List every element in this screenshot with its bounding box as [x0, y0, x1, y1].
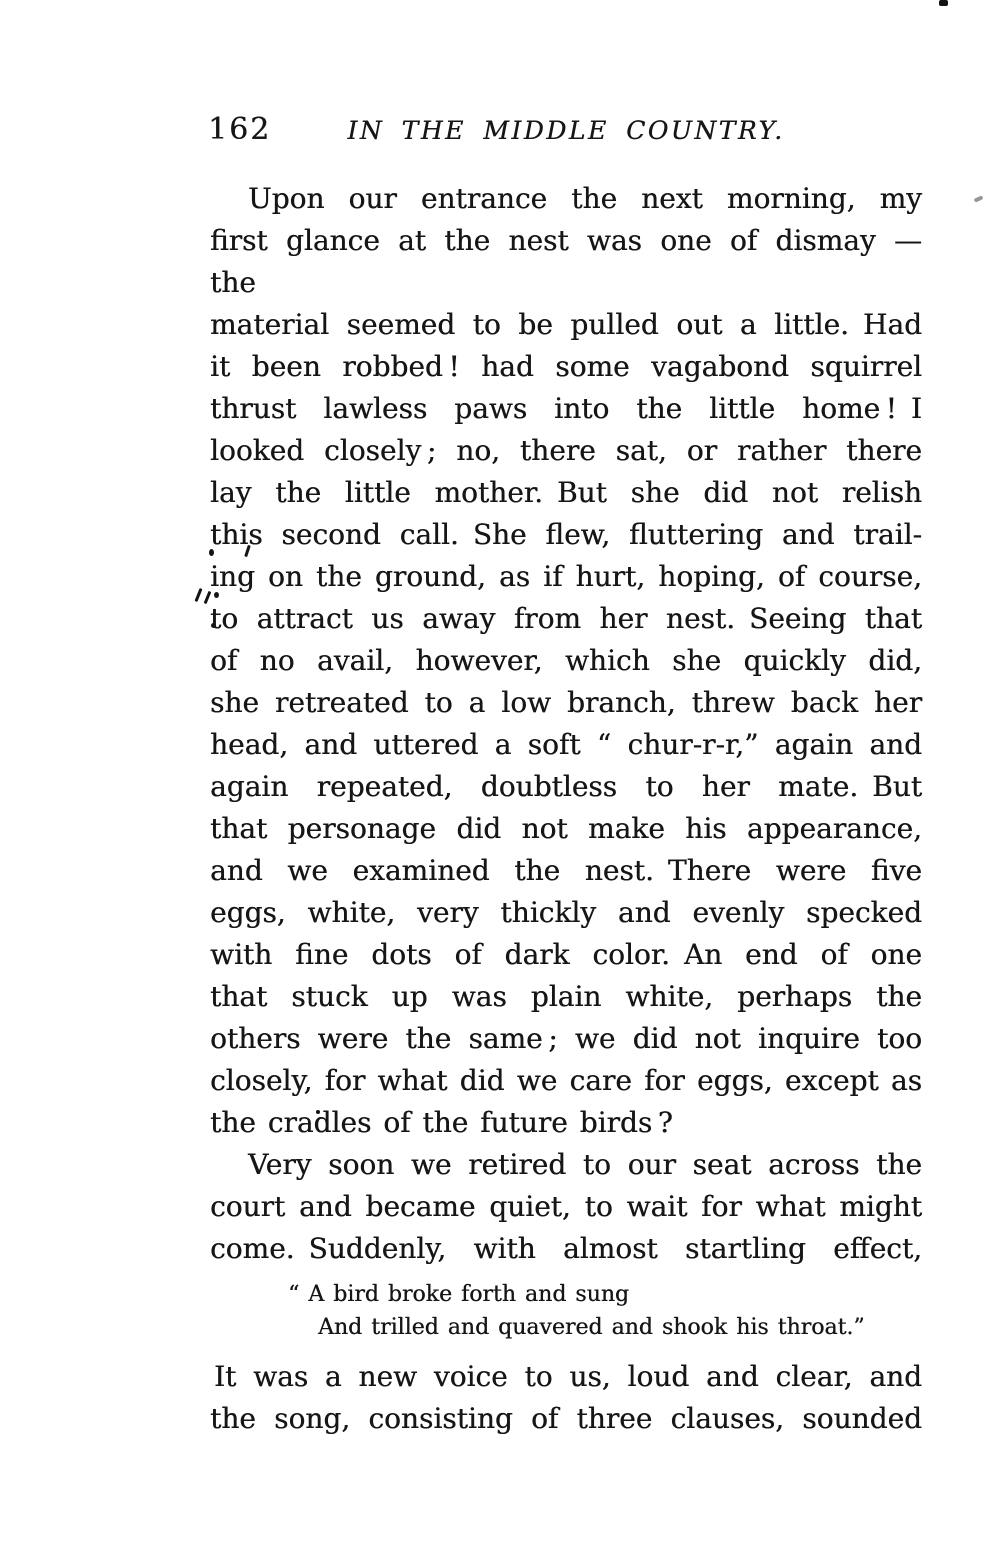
text-line: eggs, white, very thickly and evenly specked [210, 896, 922, 929]
paragraph-2 [210, 1144, 922, 1270]
text-line: to attract us away from her nest. Seeing that [210, 602, 922, 635]
text-line: the song, consisting of three clauses, sounded [210, 1402, 922, 1435]
text-line: that stuck up was plain white, perhaps the [210, 980, 922, 1013]
ink-speck [194, 588, 202, 602]
text-line: Upon our entrance the next morning, my [248, 182, 922, 215]
verse-quote [288, 1278, 922, 1344]
paragraph-1 [210, 178, 922, 1144]
text-line: court and became quiet, to wait for what might [210, 1190, 922, 1223]
paragraph-3 [210, 1356, 922, 1440]
text-line: Very soon we retired to our seat across the [248, 1148, 922, 1181]
page-content [210, 112, 922, 1440]
text-line: ing on the ground, as if hurt, hoping, of course, [210, 560, 922, 593]
text-line: this second call. She flew, fluttering and trail- [210, 518, 922, 551]
ink-speck [974, 195, 984, 202]
text-line: lay the little mother. But she did not relish [210, 476, 922, 509]
text-line: material seemed to be pulled out a little. Had [210, 308, 922, 341]
text-line: It was a new voice to us, loud and clear, and [214, 1360, 922, 1393]
text-line: looked closely ; no, there sat, or rather there [210, 434, 922, 467]
page-header [210, 112, 922, 152]
verse-line: “ A bird broke forth and sung [288, 1282, 630, 1307]
text-line: of no avail, however, which she quickly did, [210, 644, 922, 677]
ink-speck [939, 0, 948, 6]
text-line: it been robbed ! had some vagabond squirrel [210, 350, 922, 383]
text-line: closely, for what did we care for eggs, except as [210, 1064, 922, 1097]
text-line: thrust lawless paws into the little home ! I [210, 392, 922, 425]
text-line: first glance at the nest was one of dismay — the [210, 224, 922, 299]
text-line: and we examined the nest. There were five [210, 854, 922, 887]
page-number: 162 [208, 112, 272, 147]
text-line: the cradles of the future birds ? [210, 1106, 673, 1139]
text-line: come. Suddenly, with almost startling effect, [210, 1232, 922, 1265]
text-line: again repeated, doubtless to her mate. But [210, 770, 922, 803]
text-line: others were the same ; we did not inquire too [210, 1022, 922, 1055]
text-line: she retreated to a low branch, threw back her [210, 686, 922, 719]
text-line: that personage did not make his appearance, [210, 812, 922, 845]
text-line: head, and uttered a soft “ chur-r-r,” again and [210, 728, 922, 761]
running-header: IN THE MIDDLE COUNTRY. [347, 116, 785, 145]
text-line: with fine dots of dark color. An end of one [210, 938, 922, 971]
verse-line: And trilled and quavered and shook his throat.” [318, 1315, 865, 1340]
